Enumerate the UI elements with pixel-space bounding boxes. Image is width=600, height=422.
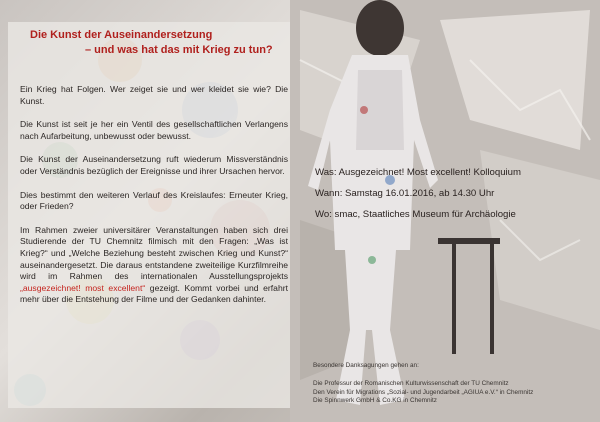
closing-sentence-2: Die daraus entstandene zweiteilige Kurzfilmreihe wird im Rahmen des internationalen Ausstellungsprojekts [20,259,289,282]
project-name: „ausgezeichnet! most excellent“ [20,282,146,293]
poster-title [30,28,280,58]
closing-sentence-1: Im Rahmen zweier universitärer Veranstaltungen haben sich drei Studierende der TU Chemnitz filmisch mit den Fragen: „Was ist Krieg?“ und „Welche Beziehung besteht zwischen Krieg und Kunst?“ auseinandergesetzt. [20,224,288,270]
closing-sentence-3: Kommt vorbei und erfahrt mehr über die Entstehung der Filme und der Gedanken dahinter. [20,282,288,305]
paragraph-3: Die Kunst der Auseinandersetzung ruft wiederum Missverständnis oder Verständnis bezüglich der Ereignisse und ihrer Ursachen hervor. [20,154,288,176]
body-text [20,84,288,306]
closing-sentence-2-end: gezeigt. [149,282,180,293]
acknowledgement-item: Den Verein für Migrations „Sozial- und Jugendarbeit „AGIUA e.V.“ in Chemnitz [313,388,534,396]
title-line-1: Die Kunst der Auseinandersetzung [30,29,213,41]
paragraph-2: Die Kunst ist seit je her ein Ventil des gesellschaftlichen Verlangens nach Aufarbeitung, unbewusst oder bewusst. [20,119,288,141]
event-when: Wann: Samstag 16.01.2016, ab 14.30 Uhr [315,188,495,199]
acknowledgements-heading: Besondere Danksagungen gehen an: [313,362,419,369]
paragraph-1: Ein Krieg hat Folgen. Wer zeiget sie und wer kleidet sie wie? Die Kunst. [20,84,288,106]
title-line-2: – und was hat das mit Krieg zu tun? [85,44,273,56]
closing-paragraph [20,225,288,306]
event-where: Wo: smac, Staatliches Museum für Archäologie [315,209,516,220]
acknowledgement-item: Die Spinnwerk GmbH & Co.KG in Chemnitz [313,397,437,405]
event-details [315,162,577,225]
acknowledgements [313,362,593,406]
acknowledgement-item: Die Professur der Romanischen Kulturwissenschaft der TU Chemnitz [313,380,509,388]
paragraph-4: Dies bestimmt den weiteren Verlauf des Kreislaufes: Erneuter Krieg, oder Frieden? [20,189,288,212]
event-what: Was: Ausgezeichnet! Most excellent! Kolloquium [315,167,522,178]
